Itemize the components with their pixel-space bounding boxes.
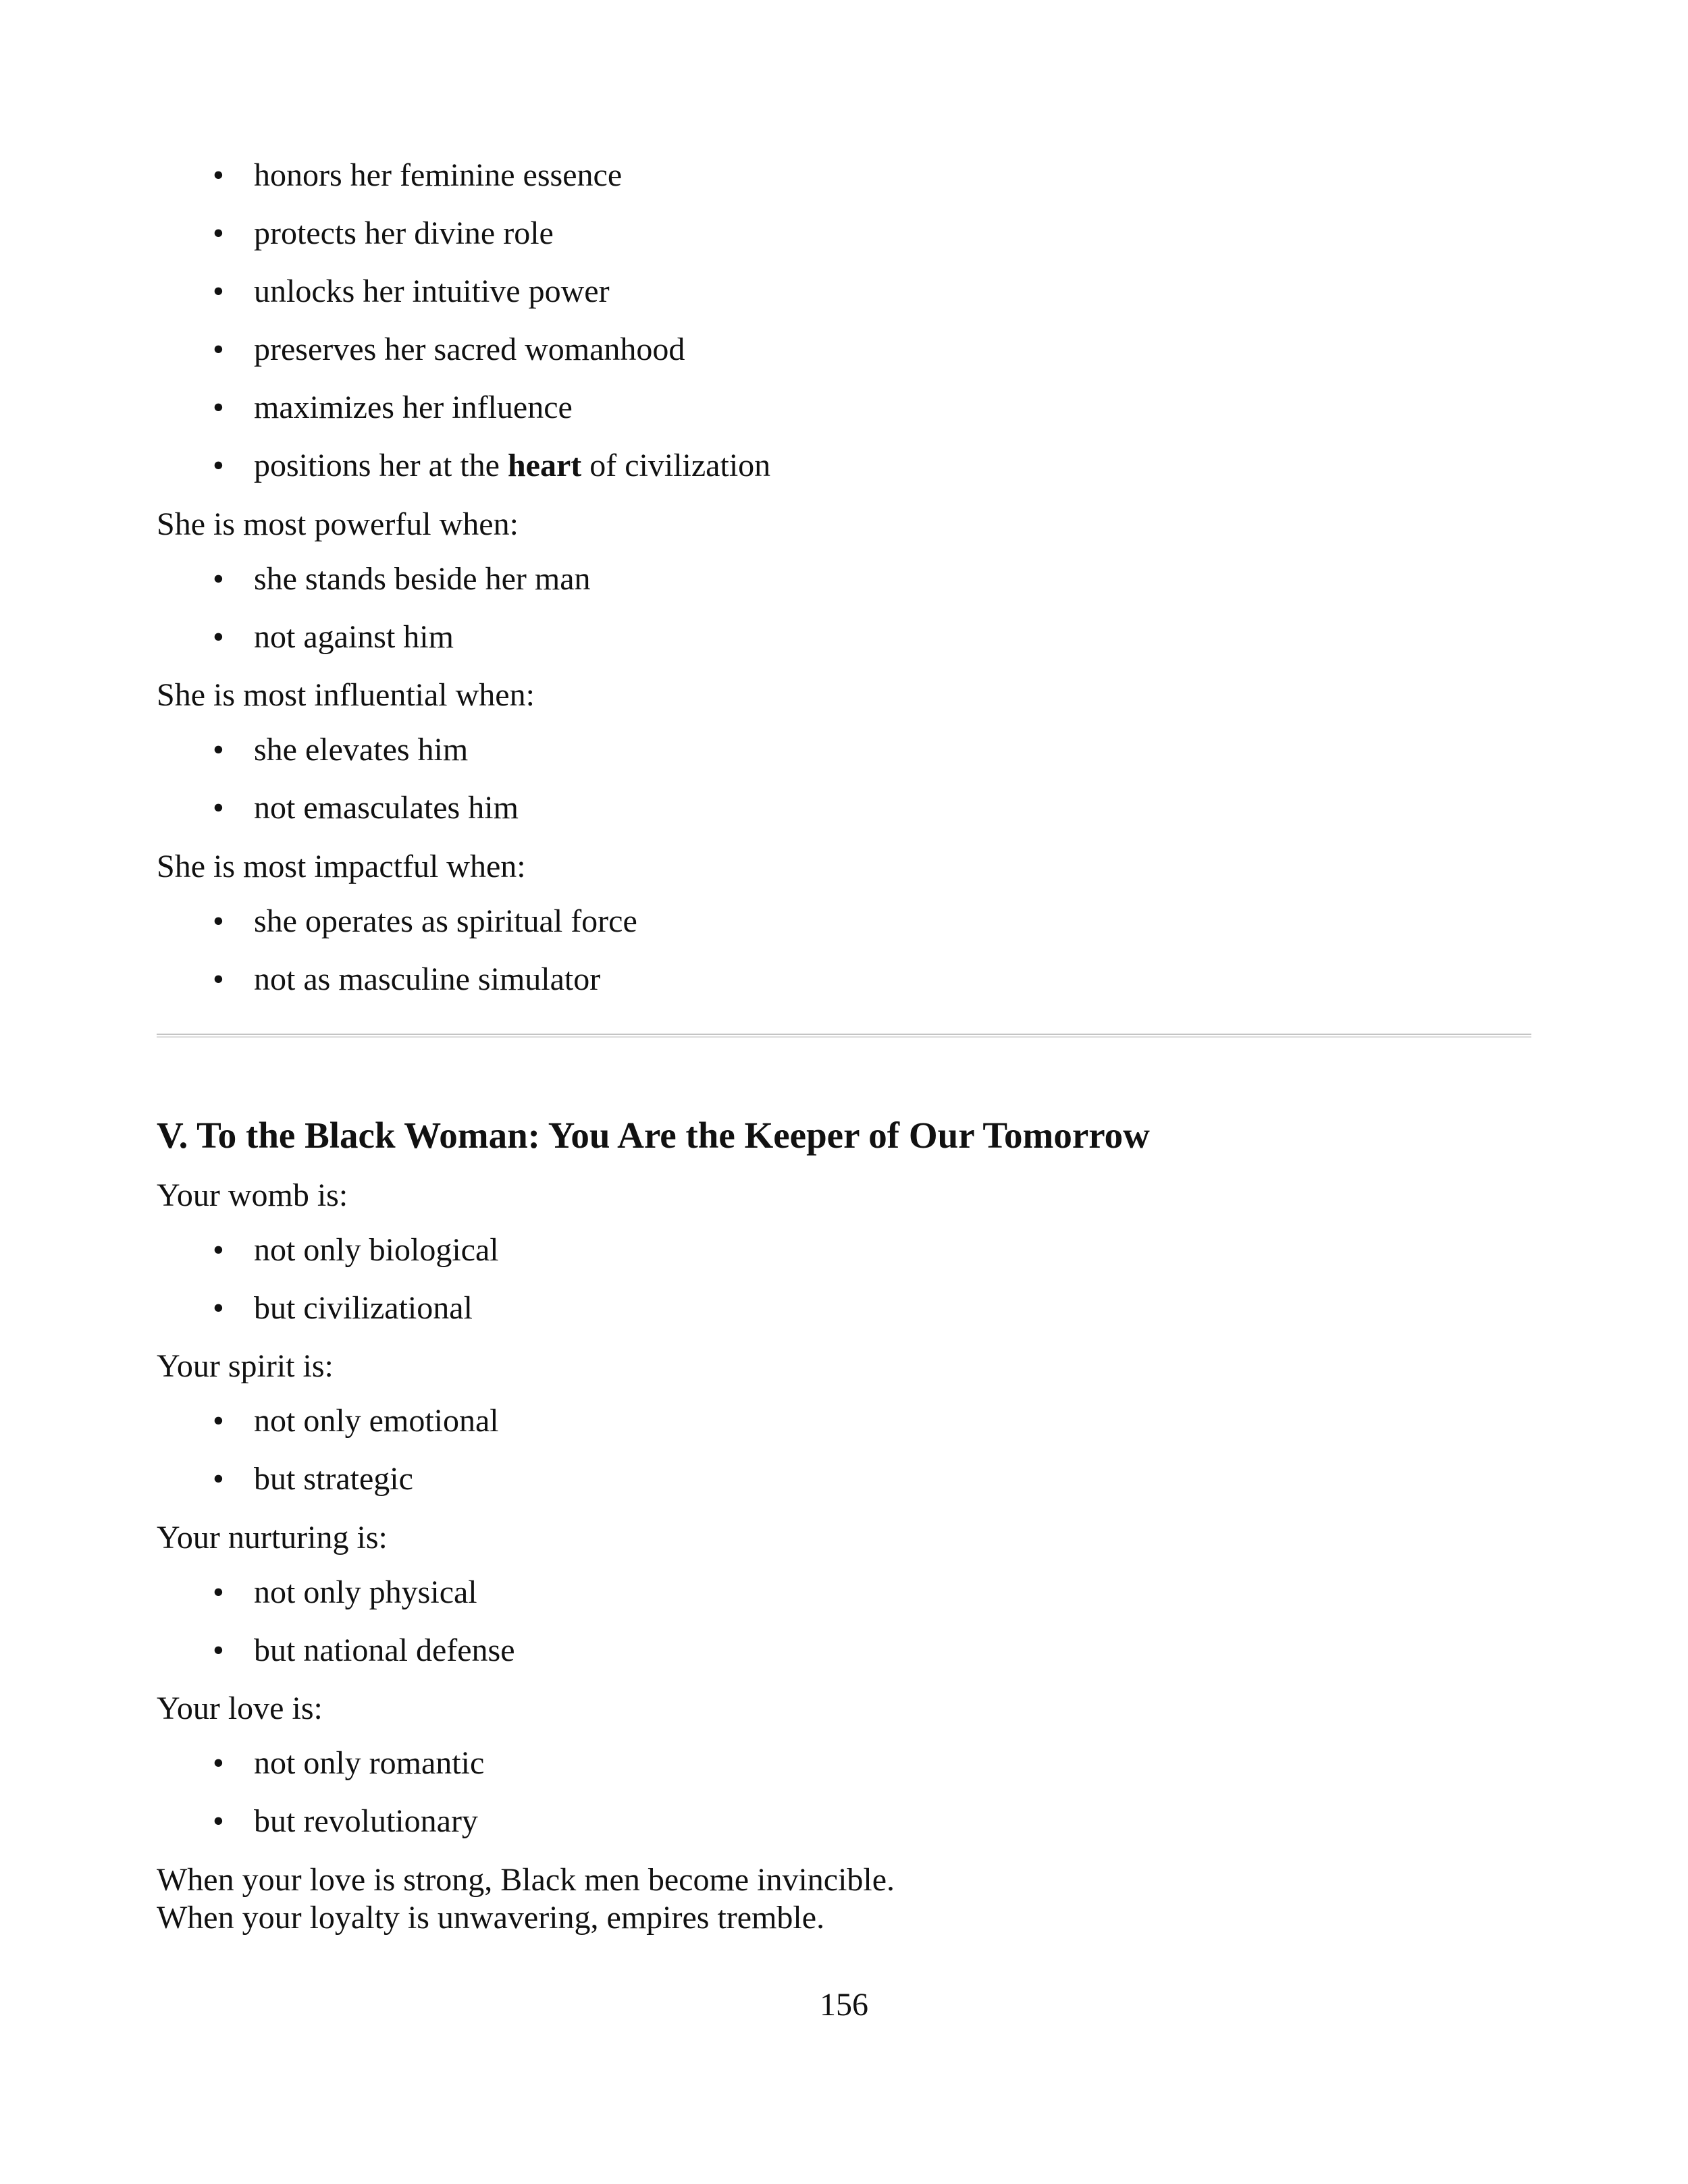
list-item-text: preserves her sacred womanhood [254, 331, 685, 367]
bullet-marker: • [213, 273, 224, 309]
bullet-marker: • [213, 1745, 224, 1781]
list-item-text: she operates as spiritual force [254, 903, 637, 939]
list-item-text: not only biological [254, 1232, 499, 1268]
bullet-marker: • [213, 448, 224, 483]
list-item-text: not as masculine simulator [254, 961, 601, 997]
bullet-marker: • [213, 157, 224, 193]
bullet-marker: • [213, 1232, 224, 1268]
bullet-marker: • [213, 1290, 224, 1326]
paragraph-intro: Your love is: [157, 1690, 323, 1726]
list-item-text: she elevates him [254, 732, 469, 768]
list-item-text: maximizes her influence [254, 390, 573, 425]
list-item-text: not only physical [254, 1574, 477, 1610]
list-item-text: unlocks her intuitive power [254, 273, 610, 309]
bullet-marker: • [213, 732, 224, 768]
list-item-text: she stands beside her man [254, 561, 591, 597]
bullet-marker: • [213, 561, 224, 597]
bullet-marker: • [213, 1632, 224, 1668]
closing-line: When your loyalty is unwavering, empires tremble. [157, 1900, 825, 1936]
list-item-text: not against him [254, 619, 454, 655]
bullet-marker: • [213, 390, 224, 425]
page-number: 156 [820, 1987, 868, 2023]
text-segment: of civilization [581, 448, 771, 483]
bold-emphasis: heart [507, 448, 582, 483]
bullet-marker: • [213, 961, 224, 997]
list-item-text: but national defense [254, 1632, 515, 1668]
list-item-text: not only romantic [254, 1745, 485, 1781]
bullet-marker: • [213, 1574, 224, 1610]
list-item-text: but revolutionary [254, 1803, 478, 1839]
list-item-text: protects her divine role [254, 215, 554, 251]
list-item-text: but civilizational [254, 1290, 473, 1326]
bullet-marker: • [213, 790, 224, 826]
list-item-text: not only emotional [254, 1403, 499, 1439]
paragraph-intro: She is most influential when: [157, 677, 535, 713]
list-item-text: but strategic [254, 1461, 413, 1497]
paragraph-intro: Your spirit is: [157, 1348, 334, 1384]
bullet-marker: • [213, 619, 224, 655]
paragraph-intro: She is most powerful when: [157, 506, 519, 542]
paragraph-intro: She is most impactful when: [157, 849, 526, 884]
bullet-marker: • [213, 215, 224, 251]
bullet-marker: • [213, 1461, 224, 1497]
bullet-marker: • [213, 1803, 224, 1839]
horizontal-divider [157, 1034, 1531, 1038]
bullet-marker: • [213, 1403, 224, 1439]
paragraph-intro: Your nurturing is: [157, 1520, 388, 1555]
paragraph-intro: Your womb is: [157, 1177, 348, 1213]
list-item-text: honors her feminine essence [254, 157, 623, 193]
closing-line: When your love is strong, Black men become invincible. [157, 1862, 895, 1898]
bullet-marker: • [213, 903, 224, 939]
list-item-text [254, 447, 770, 485]
list-item-text: not emasculates him [254, 790, 519, 826]
bullet-marker: • [213, 331, 224, 367]
text-segment: positions her at the [254, 448, 508, 483]
section-heading: V. To the Black Woman: You Are the Keeper of Our Tomorrow [157, 1115, 1150, 1156]
